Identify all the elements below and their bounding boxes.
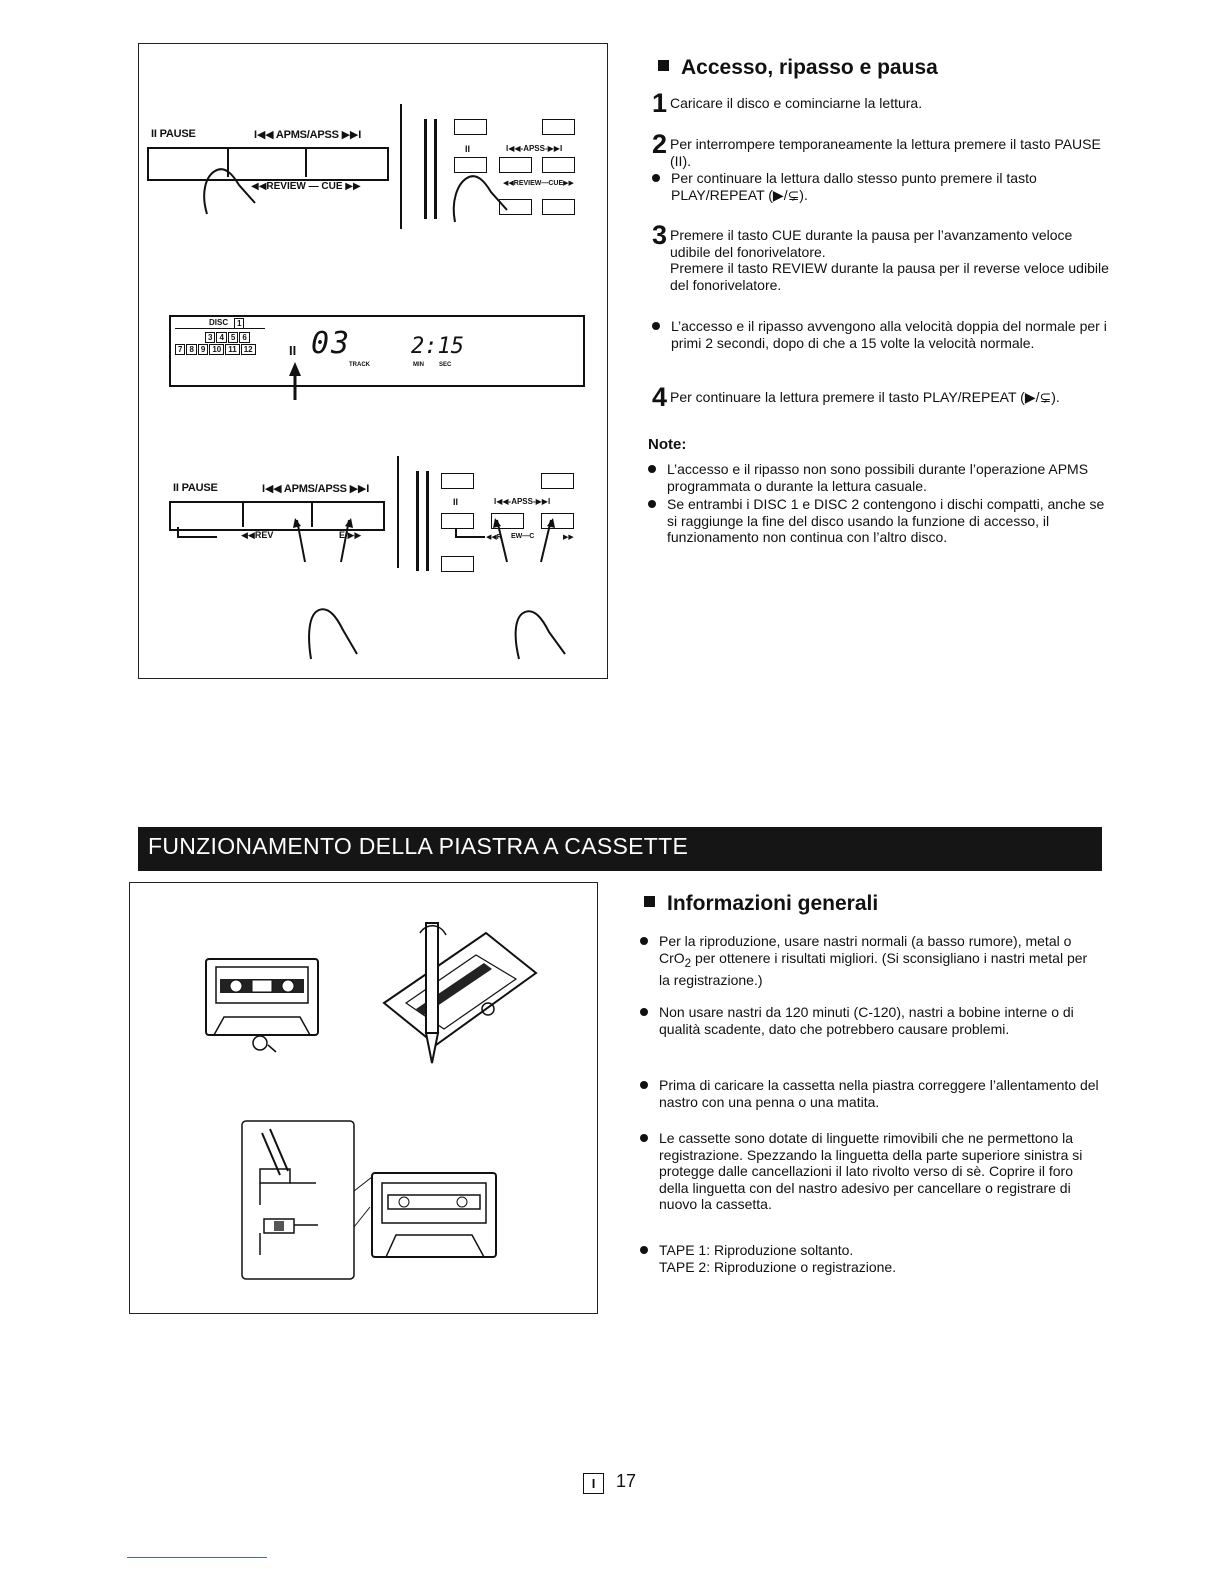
pause-label: II PAUSE bbox=[151, 128, 196, 140]
bullet-speed: L’accesso e il ripasso avvengono alla velocità doppia del normale per i primi 2 secondi, dopo di che a 15 volte la velocità normale. bbox=[652, 318, 1112, 351]
apms-label-2: I◀◀ APMS/APSS ▶▶I bbox=[262, 483, 370, 495]
square-bullet-icon bbox=[658, 60, 669, 71]
time-display: 2:15 bbox=[411, 334, 464, 359]
disc-label: DISC bbox=[209, 318, 229, 327]
track-label: TRACK bbox=[349, 362, 370, 368]
note-title: Note: bbox=[648, 436, 687, 453]
pause-small-label: II bbox=[465, 144, 471, 154]
info-bullet-2: Non usare nastri da 120 minuti (C-120), nastri a bobine interne o di qualità scadente, dato che potrebbero causare problemi. bbox=[640, 1004, 1100, 1037]
step-1: 1 Caricare il disco e cominciarne la lettura. bbox=[652, 88, 923, 118]
step-3: 3 Premere il tasto CUE durante la pausa per l’avanzamento veloce udibile del fonorivelatore. Premere il tasto REVIEW durante la pausa per il reverse veloce udibile del fonorivelatore. bbox=[652, 220, 1109, 293]
review-small-label: ◀◀R bbox=[486, 534, 502, 541]
page-number: 17 bbox=[616, 1471, 637, 1491]
min-label: MIN bbox=[413, 362, 424, 368]
disc-number: 1 bbox=[234, 318, 244, 329]
review-small-label-2: EW—C bbox=[511, 533, 535, 540]
cd-controls-figure bbox=[138, 43, 608, 679]
apms-label: I◀◀ APMS/APSS ▶▶I bbox=[254, 129, 362, 141]
review-cue-label: ◀◀REVIEW — CUE ▶▶ bbox=[251, 181, 361, 192]
section-banner: FUNZIONAMENTO DELLA PIASTRA A CASSETTE bbox=[138, 827, 1102, 871]
review-cue-small-label: ◀◀REVIEW—CUE▶▶ bbox=[503, 180, 574, 187]
bullet-play-repeat: Per continuare la lettura dallo stesso punto premere il tasto PLAY/REPEAT (▶/⊊). bbox=[652, 170, 1112, 203]
pause-indicator: II bbox=[289, 343, 297, 358]
pause-label-2: II PAUSE bbox=[173, 482, 218, 494]
pause-small-label-2: II bbox=[453, 497, 459, 507]
fingers-icon bbox=[489, 514, 579, 664]
cue-label: E ▶▶ bbox=[339, 530, 362, 540]
sec-label: SEC bbox=[439, 362, 452, 368]
apss-small-label: I◀◀-APSS-▶▶I bbox=[506, 144, 563, 153]
rev-label: ◀◀REV bbox=[241, 530, 274, 540]
cassette-pencil-icon bbox=[376, 913, 546, 1083]
apss-small-label-2: I◀◀-APSS-▶▶I bbox=[494, 497, 551, 506]
step-4: 4 Per continuare la lettura premere il tasto PLAY/REPEAT (▶/⊊). bbox=[652, 382, 1060, 412]
cassette-figure bbox=[129, 882, 598, 1314]
track-grid-row2: 7 8 9 10 11 12 bbox=[175, 344, 256, 355]
page-language-box: I bbox=[583, 1473, 604, 1494]
cue-small-label: ▶▶ bbox=[563, 534, 574, 541]
cassette-icon bbox=[200, 953, 330, 1053]
control-strip bbox=[147, 147, 389, 181]
cassette-tab-detail-icon bbox=[240, 1115, 500, 1285]
square-bullet-icon bbox=[644, 896, 655, 907]
finger-icon bbox=[451, 166, 511, 226]
section-title-accesso: Accesso, ripasso e pausa bbox=[658, 56, 938, 80]
note-2: Se entrambi i DISC 1 e DISC 2 contengono i dischi compatti, anche se si raggiunge la fine del disco usando la funzione di accesso, il funzionamento non continua con l’altro disco. bbox=[648, 496, 1110, 546]
info-bullet-tape: TAPE 1: Riproduzione soltanto. TAPE 2: Riproduzione o registrazione. bbox=[640, 1242, 1100, 1275]
step-2: 2 Per interrompere temporaneamente la lettura premere il tasto PAUSE (II). bbox=[652, 129, 1101, 169]
arrow-up-icon bbox=[285, 362, 305, 402]
track-number: 03 bbox=[311, 326, 352, 361]
info-bullet-4: Le cassette sono dotate di linguette rimovibili che ne permettono la registrazione. Spezzando la linguetta della parte superiore sinistra si protegge dalle cancellazioni il lato rivolto verso di sè. Coprire il foro della linguetta con del nastro adesivo per cancellare o registrare di nuovo la cassetta. bbox=[640, 1130, 1100, 1213]
section-title-informazioni: Informazioni generali bbox=[644, 892, 878, 916]
track-grid-row1: 3 4 5 6 bbox=[205, 332, 250, 343]
footer-rule bbox=[127, 1557, 267, 1558]
info-bullet-1: Per la riproduzione, usare nastri normali (a basso rumore), metal o CrO$_2$ per ottenere i risultati migliori. (Si sconsigliano i nastri metal per la registrazione.) bbox=[640, 933, 1100, 988]
note-1: L’accesso e il ripasso non sono possibili durante l’operazione APMS programmata o durante la lettura casuale. bbox=[648, 461, 1110, 494]
finger-icon bbox=[199, 159, 259, 219]
fingers-icon bbox=[289, 514, 379, 664]
info-bullet-3: Prima di caricare la cassetta nella piastra correggere l’allentamento del nastro con una penna o una matita. bbox=[640, 1077, 1100, 1110]
